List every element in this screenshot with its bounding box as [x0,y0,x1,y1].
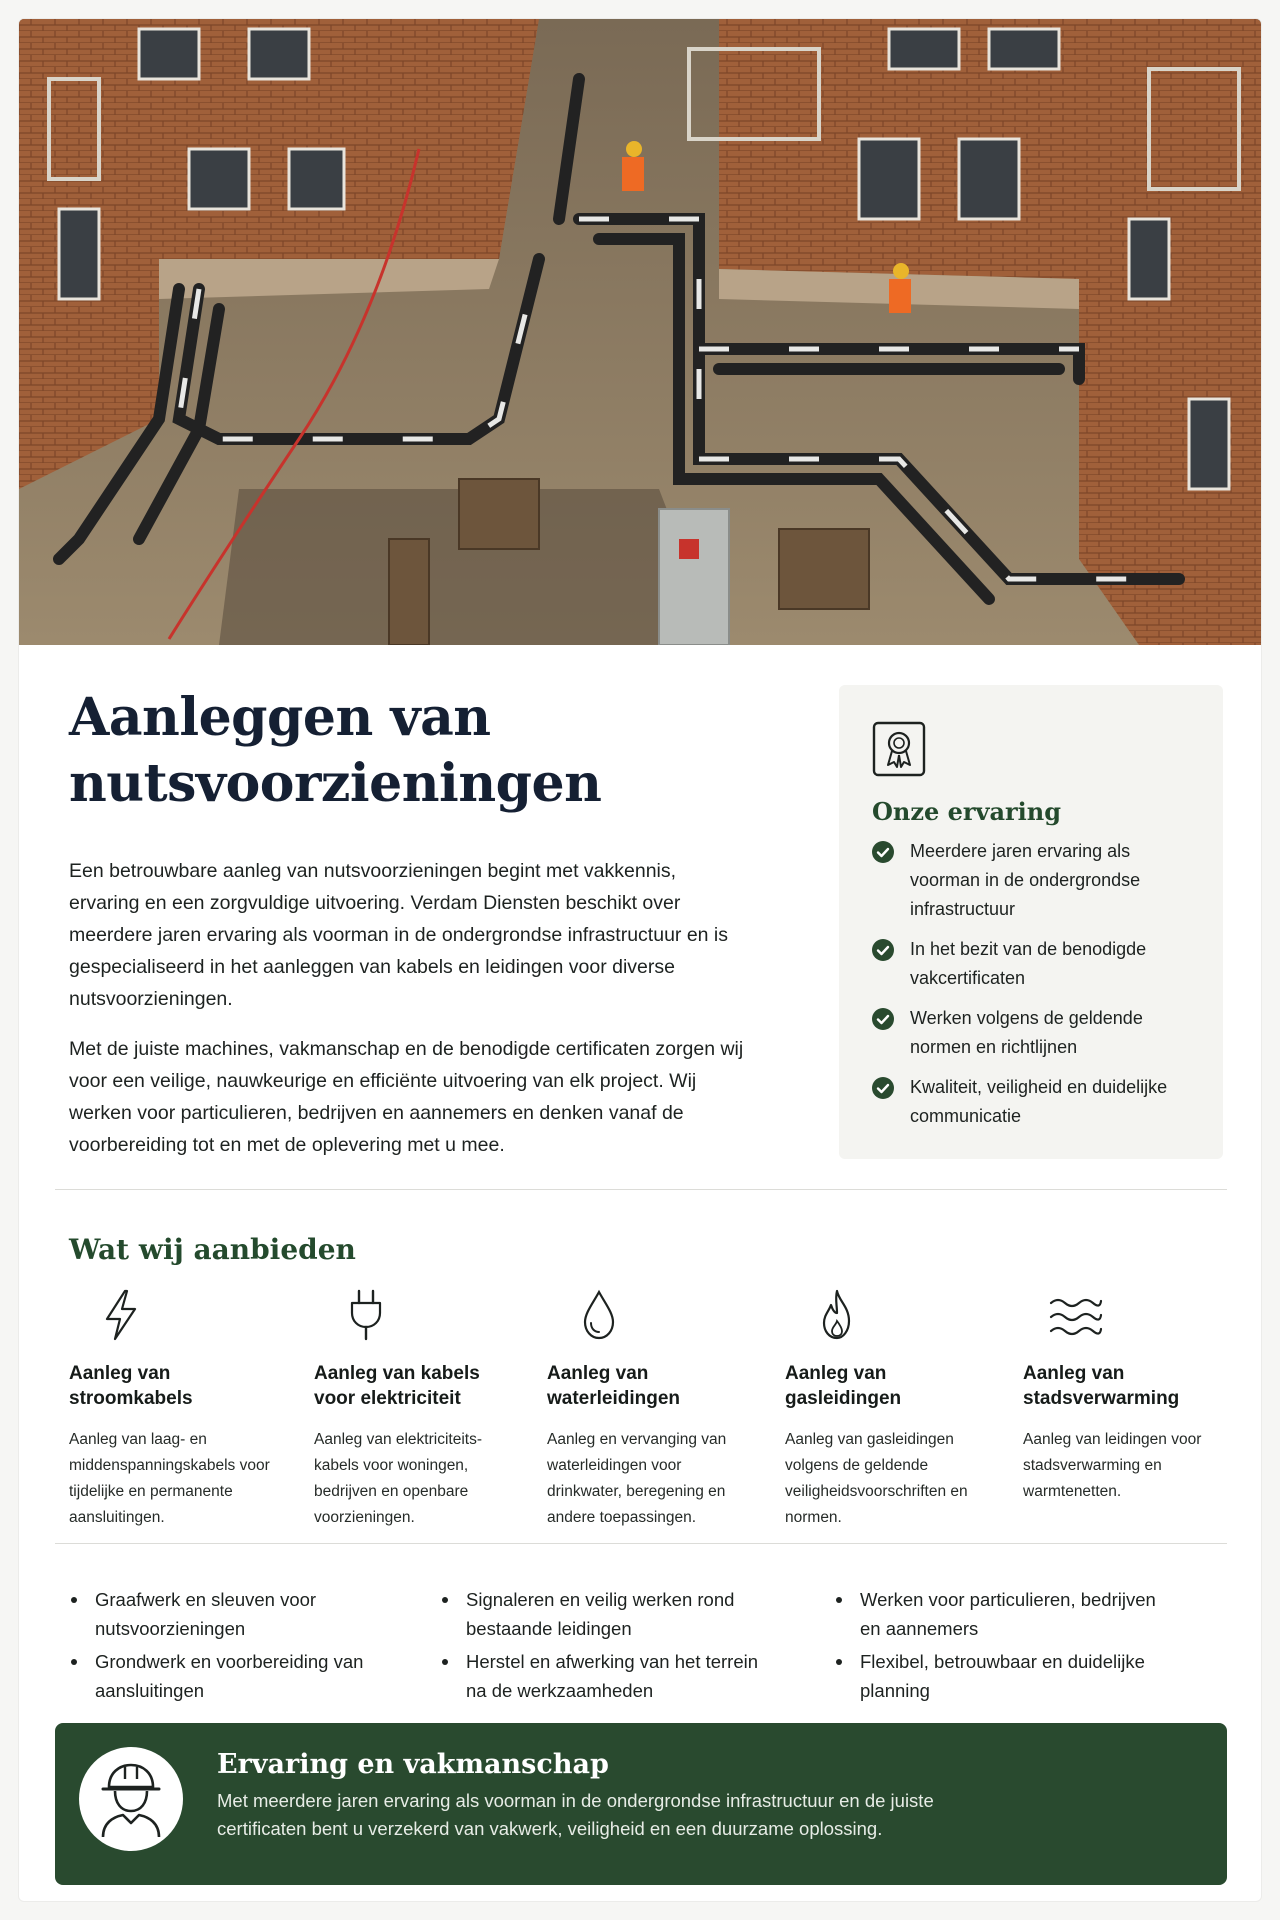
intro-paragraph-1: Een betrouwbare aanleg van nutsvoorzieningen begint met vakkennis, ervaring en een zorgvuldige uitvoering. Verdam Diensten beschikt over meerdere jaren ervaring als voorman in de ondergrondse infrastructuur en is gespecialiseerd in het aanleggen van kabels en leidingen voor diverse nutsvoorzieningen. [69,860,729,1010]
experience-item [872,1004,1202,1062]
experience-item [872,935,1202,993]
banner-title: Ervaring en vakmanschap [217,1749,609,1780]
service-title: Aanleg van stadsverwarming [1023,1363,1180,1409]
service-title: Aanleg van gasleidingen [785,1363,902,1409]
list-item: Flexibel, betrouwbaar en duidelijke planning [834,1647,1164,1705]
list-item: Werken voor particulieren, bedrijven en aannemers [834,1585,1164,1643]
service-text: Aanleg van leidingen voor stadsverwarming en warmtenetten. [1023,1431,1202,1500]
hero-image [19,19,1262,645]
service-item-gas [785,1287,995,1531]
heat-waves-icon [1047,1287,1103,1343]
service-item-power [69,1287,279,1531]
list-item: Herstel en afwerking van het terrein na de werkzaamheden [440,1647,770,1705]
experience-item-label: In het bezit van de benodigde vakcertificaten [910,939,1147,988]
check-circle-icon [872,1008,894,1030]
service-item-water [547,1287,757,1531]
service-title: Aanleg van kabels voor elektriciteit [314,1363,480,1409]
bullet-column-2 [440,1585,770,1709]
experience-item-label: Kwaliteit, veiligheid en duidelijke communicatie [910,1077,1168,1126]
certificate-icon [872,721,926,777]
service-text: Aanleg en vervanging van waterleidingen voor drinkwater, beregening en andere toepassingen. [547,1431,727,1526]
experience-card [839,685,1223,1159]
experience-list [872,837,1202,1142]
list-item: Signaleren en veilig werken rond bestaande leidingen [440,1585,770,1643]
service-text: Aanleg van gasleidingen volgens de geldende veiligheidsvoorschriften en normen. [785,1431,968,1526]
page-title: Aanleggen van nutsvoorzieningen [69,687,602,814]
divider [55,1189,1227,1190]
divider [55,1543,1227,1544]
experience-item-label: Meerdere jaren ervaring als voorman in de ondergrondse infrastructuur [910,841,1141,919]
bullet-column-3 [834,1585,1164,1709]
water-drop-icon [571,1287,627,1343]
plug-icon [338,1287,394,1343]
service-title: Aanleg van waterleidingen [547,1363,681,1409]
list-item: Graafwerk en sleuven voor nutsvoorzieningen [69,1585,399,1643]
service-title: Aanleg van stroomkabels [69,1363,193,1409]
banner-text: Met meerdere jaren ervaring als voorman in de ondergrondse infrastructuur en de juiste certificaten bent u verzekerd van vakwerk, veiligheid en een duurzame oplossing. [217,1790,934,1839]
services-title: Wat wij aanbieden [69,1233,356,1266]
service-item-district-heating [1023,1287,1233,1505]
experience-item [872,837,1202,924]
page [18,18,1262,1902]
experience-title: Onze ervaring [872,797,1062,826]
lightning-icon [93,1287,149,1343]
avatar [79,1747,183,1851]
experience-banner [55,1723,1227,1885]
service-text: Aanleg van laag- en middenspanningskabels voor tijdelijke en permanente aansluitingen. [69,1431,270,1526]
check-circle-icon [872,939,894,961]
bullet-column-1 [69,1585,399,1709]
experience-item [872,1073,1202,1131]
experience-item-label: Werken volgens de geldende normen en richtlijnen [910,1008,1143,1057]
service-item-electricity [314,1287,524,1531]
intro-paragraph-2: Met de juiste machines, vakmanschap en de benodigde certificaten zorgen wij voor een veilige, nauwkeurige en efficiënte uitvoering van elk project. Wij werken voor particulieren, bedrijven en aannemers en denken vanaf de voorbereiding tot en met de oplevering met u mee. [69,1038,744,1156]
list-item: Grondwerk en voorbereiding van aansluitingen [69,1647,399,1705]
check-circle-icon [872,1077,894,1099]
construction-worker-icon [99,1761,163,1837]
flame-icon [809,1287,865,1343]
check-circle-icon [872,841,894,863]
service-text: Aanleg van elektriciteits-kabels voor woningen, bedrijven en openbare voorzieningen. [314,1431,482,1526]
